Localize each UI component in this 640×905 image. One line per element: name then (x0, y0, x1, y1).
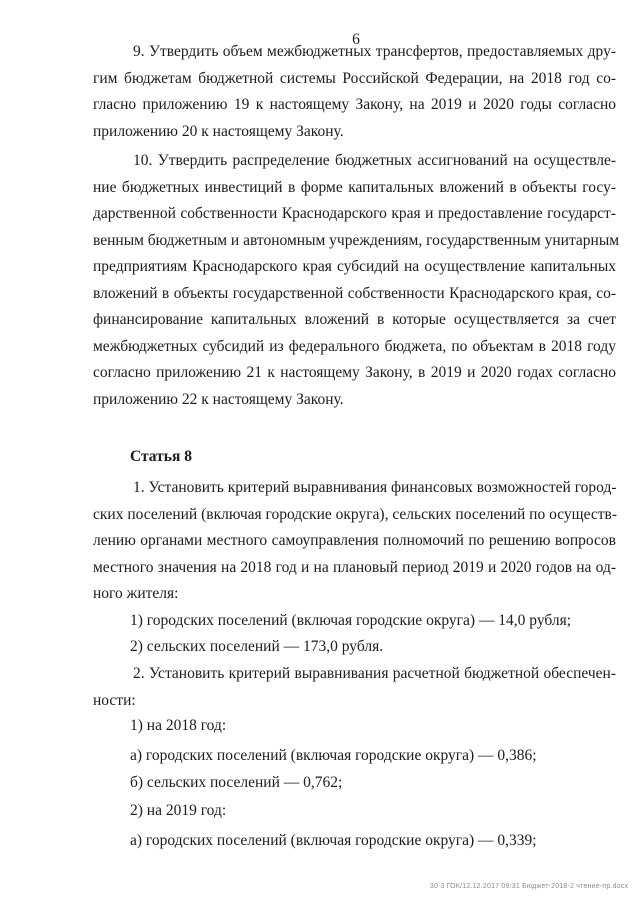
text-line: дарственной собственности Краснодарского края и предоставление государст- (93, 205, 616, 222)
year-2019-label (130, 798, 226, 825)
text-line: лению органами местного самоуправления полномочий по решению вопросов (93, 532, 616, 549)
text-line: ние бюджетных инвестиций в форме капитальных вложений в объекты госу- (93, 178, 616, 196)
article-item-1-sub1 (130, 608, 571, 635)
text-line: а) городских поселений (включая городские округа) — 0,386; (130, 747, 537, 764)
page-number: 6 (352, 31, 360, 48)
text-line: ности: (93, 691, 136, 709)
year-2019-item-a (130, 828, 537, 855)
text-line: гим бюджетам бюджетной системы Российской Федерации, на 2018 год со- (93, 69, 616, 87)
text-line: 9. Утвердить объем межбюджетных трансфертов, предоставляемых дру- (133, 43, 616, 60)
text-line: финансирование капитальных вложений в которые осуществляется за счет (93, 311, 616, 328)
text-line: ских поселений (включая городские округа), сельских поселений по осуществ- (93, 505, 617, 523)
item-10-paragraph (93, 148, 620, 413)
text-line: 1) городских поселений (включая городские округа) — 14,0 рубля; (130, 612, 572, 629)
article-item-1-sub2 (130, 634, 383, 661)
text-line: ного жителя: (93, 585, 179, 602)
year-2018-item-a (130, 743, 537, 770)
text-line: 2) на 2019 год: (130, 802, 227, 819)
text-line: приложению 22 к настоящему Закону. (93, 390, 344, 408)
text-line: венным бюджетным и автономным учреждениям, государственным унитарным (93, 231, 620, 249)
text-line: а) городских поселений (включая городские округа) — 0,339; (130, 832, 537, 849)
text-line: согласно приложению 21 к настоящему Закону, в 2019 и 2020 годах согласно (93, 364, 616, 381)
text-line: б) сельских поселений — 0,762; (130, 774, 343, 791)
text-line: приложению 20 к настоящему Закону. (93, 122, 344, 140)
text-line: гласно приложению 19 к настоящему Закону, на 2019 и 2020 годы согласно (93, 96, 616, 113)
text-line: 10. Утвердить распределение бюджетных ассигнований на осуществле- (133, 152, 616, 169)
text-line: 1) на 2018 год: (130, 717, 227, 734)
text-line: 1. Установить критерий выравнивания финансовых возможностей город- (133, 479, 617, 496)
article-heading: Статья 8 (130, 448, 192, 465)
text-line: 2. Установить критерий выравнивания расчетной бюджетной обеспечен- (133, 665, 616, 682)
item-9-paragraph (93, 39, 616, 145)
text-line: межбюджетных субсидий из федерального бюджета, по объектам в 2018 году (93, 337, 616, 355)
text-line: 2) сельских поселений — 173,0 рубля. (130, 638, 384, 655)
article-item-2 (93, 661, 616, 714)
article-item-1 (93, 475, 616, 608)
year-2018-label (130, 713, 226, 740)
text-line: предприятиям Краснодарского края субсидий на осуществление капитальных (93, 258, 616, 275)
year-2018-item-b (130, 770, 342, 797)
text-line: вложений в объекты государственной собственности Краснодарского края, со- (93, 284, 616, 302)
footer-file-path: 30 3 ГОК/12.12.2017 09:31 Бюджет-2018-2 чтение-пр.docx (430, 883, 629, 890)
text-line: местного значения на 2018 год и на плановый период 2019 и 2020 годов на од- (93, 558, 616, 576)
